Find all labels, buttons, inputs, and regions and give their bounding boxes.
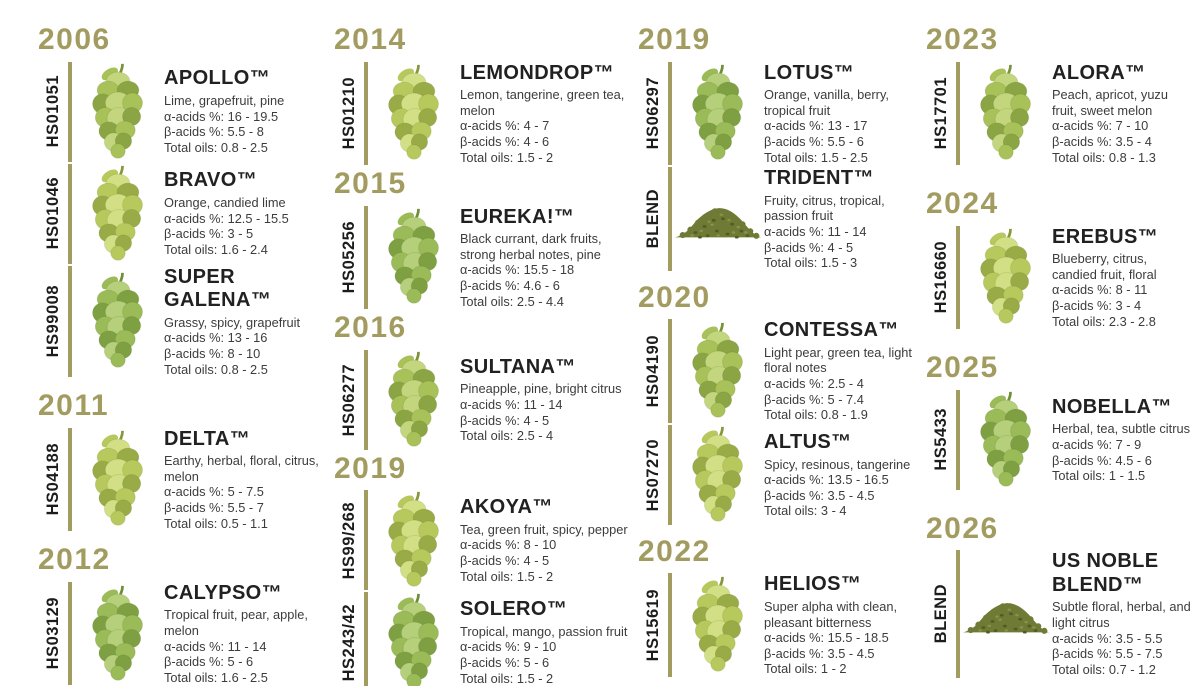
total-oils-stat: Total oils: 3 - 4 — [764, 503, 847, 519]
hop-cone-icon — [376, 351, 452, 449]
year-entries — [926, 225, 1196, 331]
hop-entry — [38, 427, 334, 533]
hop-name: CALYPSO™ — [164, 581, 283, 604]
hop-name: BRAVO™ — [164, 169, 258, 192]
hop-code-label: HS99/268 — [339, 501, 358, 579]
hop-code-cell — [38, 62, 68, 162]
hop-name: ALORA™ — [1052, 61, 1146, 84]
hop-code-label: HS01046 — [43, 177, 62, 250]
alpha-acids-stat: α-acids %: 8 - 11 — [1052, 282, 1148, 298]
hop-name: HELIOS™ — [764, 573, 862, 596]
hop-code-label: HS243/42 — [339, 603, 358, 681]
hop-name: ALTUS™ — [764, 430, 852, 453]
total-oils-stat: Total oils: 2.5 - 4.4 — [460, 293, 564, 309]
hop-details — [764, 319, 926, 423]
year-entries — [638, 318, 926, 526]
alpha-acids-stat: α-acids %: 5 - 7.5 — [164, 484, 264, 500]
hop-cone-icon — [376, 593, 452, 686]
total-oils-stat: Total oils: 0.5 - 1.1 — [164, 515, 268, 531]
hop-code-label: HS99008 — [43, 285, 62, 358]
hop-code-label: HS06277 — [339, 363, 358, 436]
hop-code-cell — [38, 428, 68, 532]
hop-cone-image — [368, 593, 460, 686]
year-entries — [38, 61, 334, 379]
hop-flavor-description: Tropical, mango, passion fruit — [460, 623, 628, 639]
total-oils-stat: Total oils: 0.8 - 1.9 — [764, 407, 868, 423]
hop-code-cell — [38, 582, 68, 686]
year-group — [334, 453, 638, 686]
total-oils-stat: Total oils: 1.5 - 2.5 — [764, 149, 868, 165]
beta-acids-stat: β-acids %: 3.5 - 4.5 — [764, 487, 875, 503]
hop-code-label: HS04190 — [643, 334, 662, 408]
hop-cone-image — [72, 585, 164, 683]
year-heading: 2012 — [38, 543, 111, 577]
hop-code-cell — [926, 390, 956, 490]
hop-code-label: HS06297 — [643, 77, 662, 150]
total-oils-stat: Total oils: 1 - 1.5 — [1052, 468, 1146, 484]
hop-name: DELTA™ — [164, 427, 251, 450]
alpha-acids-stat: α-acids %: 16 - 19.5 — [164, 108, 279, 124]
alpha-acids-stat: α-acids %: 2.5 - 4 — [764, 376, 864, 392]
hop-flavor-description: Fruity, citrus, tropical, passion fruit — [764, 192, 885, 224]
hop-details — [764, 431, 926, 519]
hop-entry — [38, 163, 334, 265]
year-entries — [334, 205, 638, 311]
hop-cone-image — [368, 64, 460, 162]
hop-cone-image — [368, 208, 460, 306]
hop-cone-image — [960, 64, 1052, 162]
hop-details — [164, 266, 334, 378]
beta-acids-stat: β-acids %: 3 - 4 — [1052, 298, 1142, 314]
hop-cone-icon — [376, 64, 452, 162]
year-heading: 2024 — [926, 187, 999, 221]
hop-code-cell — [334, 62, 364, 166]
hop-code-cell — [334, 592, 364, 686]
hop-flavor-description: Lime, grapefruit, pine — [164, 93, 285, 109]
hop-cone-image — [672, 64, 764, 162]
year-entries — [334, 489, 638, 686]
alpha-acids-stat: α-acids %: 4 - 7 — [460, 118, 550, 134]
year-heading: 2026 — [926, 511, 999, 545]
hop-cone-icon — [680, 64, 756, 162]
hop-details — [1052, 550, 1196, 677]
year-entries — [38, 581, 334, 686]
hop-cone-image — [960, 228, 1052, 326]
hop-flavor-description: Orange, vanilla, berry, tropical fruit — [764, 87, 889, 118]
hop-details — [164, 428, 334, 532]
hop-name: SOLERO™ — [460, 598, 568, 621]
year-heading: 2016 — [334, 311, 407, 345]
hop-details — [460, 356, 638, 444]
hop-cone-icon — [968, 228, 1044, 326]
beta-acids-stat: β-acids %: 3 - 5 — [164, 226, 254, 242]
hop-flavor-description: Grassy, spicy, grapefruit — [164, 314, 301, 330]
beta-acids-stat: β-acids %: 5.5 - 8 — [164, 124, 264, 140]
hop-details — [460, 62, 638, 166]
hop-entry — [334, 205, 638, 311]
year-entries — [638, 572, 926, 678]
hop-code-label: HS03129 — [43, 597, 62, 670]
hop-flavor-description: Super alpha with clean, pleasant bitterness — [764, 599, 898, 630]
total-oils-stat: Total oils: 0.8 - 1.3 — [1052, 149, 1156, 165]
hop-cone-icon — [968, 391, 1044, 489]
beta-acids-stat: β-acids %: 4 - 6 — [460, 133, 550, 149]
hop-flavor-description: Spicy, resinous, tangerine — [764, 456, 911, 472]
hop-code-cell — [638, 319, 668, 423]
poster-column-3 — [638, 24, 926, 686]
hop-details — [164, 67, 334, 155]
alpha-acids-stat: α-acids %: 13 - 17 — [764, 118, 868, 134]
beta-acids-stat: β-acids %: 5.5 - 7.5 — [1052, 646, 1163, 662]
hop-code-cell — [638, 425, 668, 525]
beta-acids-stat: β-acids %: 4.6 - 6 — [460, 278, 560, 294]
total-oils-stat: Total oils: 1.5 - 2 — [460, 670, 554, 686]
hop-code-cell — [38, 266, 68, 378]
hop-flavor-description: Earthy, herbal, floral, citrus, melon — [164, 453, 319, 484]
hop-flavor-description: Orange, candied lime — [164, 195, 286, 211]
pellet-pile-image — [960, 588, 1052, 640]
total-oils-stat: Total oils: 0.7 - 1.2 — [1052, 661, 1156, 677]
hop-code-cell — [926, 550, 956, 677]
hop-cone-icon — [80, 272, 156, 370]
hop-cone-image — [960, 391, 1052, 489]
hop-entry — [334, 349, 638, 451]
alpha-acids-stat: α-acids %: 11 - 14 — [764, 223, 867, 239]
hop-flavor-description: Peach, apricot, yuzu fruit, sweet melon — [1052, 87, 1168, 118]
hop-code-label: HS04188 — [43, 443, 62, 516]
hop-name: TRIDENT™ — [764, 167, 874, 190]
beta-acids-stat: β-acids %: 5 - 6 — [164, 654, 254, 670]
hop-code-label: HS07270 — [643, 438, 662, 512]
year-group — [38, 544, 334, 686]
hop-code-cell — [38, 164, 68, 264]
hop-flavor-description: Lemon, tangerine, green tea, melon — [460, 87, 625, 118]
hop-flavor-description: Tropical fruit, pear, apple, melon — [164, 607, 308, 638]
hop-entry — [926, 549, 1196, 678]
hop-details — [1052, 396, 1196, 484]
year-group — [926, 513, 1196, 679]
beta-acids-stat: β-acids %: 5.5 - 7 — [164, 500, 264, 516]
alpha-acids-stat: α-acids %: 15.5 - 18 — [460, 262, 575, 278]
hop-name: AKOYA™ — [460, 496, 553, 519]
hop-code-label: HS01051 — [43, 75, 62, 148]
hop-entry — [38, 61, 334, 163]
hop-details — [164, 169, 334, 257]
year-group — [638, 282, 926, 526]
year-entries — [38, 427, 334, 533]
hop-code-label: HS01210 — [339, 77, 358, 150]
year-entries — [334, 349, 638, 451]
hop-details — [460, 496, 638, 584]
total-oils-stat: Total oils: 1.5 - 3 — [764, 255, 858, 271]
hop-entry — [926, 225, 1196, 331]
hop-flavor-description: Herbal, tea, subtle citrus — [1052, 421, 1190, 437]
total-oils-stat: Total oils: 0.8 - 2.5 — [164, 139, 268, 155]
year-group — [638, 24, 926, 272]
beta-acids-stat: β-acids %: 5 - 7.4 — [764, 391, 864, 407]
year-group — [638, 536, 926, 678]
alpha-acids-stat: α-acids %: 13 - 16 — [164, 330, 268, 346]
poster-column-2 — [334, 24, 638, 686]
total-oils-stat: Total oils: 1.6 - 2.4 — [164, 241, 268, 257]
hop-entry — [638, 61, 926, 167]
hop-details — [164, 582, 334, 686]
year-heading: 2014 — [334, 23, 407, 56]
total-oils-stat: Total oils: 1.5 - 2 — [460, 149, 554, 165]
hop-code-cell — [638, 573, 668, 677]
hop-entry — [38, 581, 334, 686]
year-heading: 2006 — [38, 23, 111, 56]
hop-flavor-description: Light pear, green tea, light floral notes — [764, 344, 912, 376]
hop-code-cell — [334, 350, 364, 450]
year-heading: 2023 — [926, 23, 999, 56]
total-oils-stat: Total oils: 0.8 - 2.5 — [164, 361, 268, 377]
hop-cone-image — [672, 576, 764, 674]
hop-name: SULTANA™ — [460, 355, 576, 378]
hop-cone-image — [672, 426, 764, 524]
year-group — [334, 168, 638, 310]
hop-flavor-description: Tea, green fruit, spicy, pepper — [460, 521, 628, 537]
beta-acids-stat: β-acids %: 8 - 10 — [164, 345, 261, 361]
year-heading: 2020 — [638, 280, 711, 314]
total-oils-stat: Total oils: 2.5 - 4 — [460, 428, 554, 444]
hop-cone-image — [368, 491, 460, 589]
alpha-acids-stat: α-acids %: 9 - 10 — [460, 639, 557, 655]
hop-details — [1052, 62, 1196, 166]
hop-details — [764, 167, 926, 271]
year-heading: 2025 — [926, 351, 999, 385]
hop-cone-image — [72, 430, 164, 528]
hop-cone-icon — [680, 576, 756, 674]
hop-code-label: HS17701 — [931, 77, 950, 150]
alpha-acids-stat: α-acids %: 15.5 - 18.5 — [764, 630, 889, 646]
hop-entry — [38, 265, 334, 379]
year-heading: 2022 — [638, 534, 711, 568]
hop-code-cell — [638, 62, 668, 166]
poster-column-1 — [38, 24, 334, 686]
hop-cone-icon — [376, 491, 452, 589]
year-group — [926, 188, 1196, 330]
hop-entry — [334, 489, 638, 591]
beta-acids-stat: β-acids %: 5.5 - 6 — [764, 133, 864, 149]
hop-code-label: HS15619 — [643, 589, 662, 662]
hop-code-cell — [926, 62, 956, 166]
poster-column-4 — [926, 24, 1196, 686]
alpha-acids-stat: α-acids %: 7 - 10 — [1052, 118, 1149, 134]
hop-flavor-description: Blueberry, citrus, candied fruit, floral — [1052, 251, 1157, 282]
hop-cone-icon — [680, 426, 756, 524]
pellet-pile-icon — [672, 193, 764, 245]
hop-name: LOTUS™ — [764, 61, 855, 84]
hop-code-label: HS16660 — [931, 241, 950, 314]
hop-name: SUPER GALENA™ — [164, 265, 272, 312]
hop-cone-icon — [80, 585, 156, 683]
hop-cone-icon — [80, 63, 156, 161]
hop-entry — [926, 61, 1196, 167]
year-entries — [926, 549, 1196, 678]
beta-acids-stat: β-acids %: 3.5 - 4 — [1052, 133, 1152, 149]
hop-entry — [638, 572, 926, 678]
year-group — [926, 24, 1196, 166]
hop-details — [764, 62, 926, 166]
total-oils-stat: Total oils: 1.5 - 2 — [460, 568, 554, 584]
year-heading: 2015 — [334, 167, 407, 201]
hop-name: EREBUS™ — [1052, 225, 1159, 248]
hop-details — [460, 206, 638, 310]
year-heading: 2019 — [638, 23, 711, 56]
total-oils-stat: Total oils: 2.3 - 2.8 — [1052, 313, 1156, 329]
hop-entry — [334, 591, 638, 686]
beta-acids-stat: β-acids %: 4 - 5 — [460, 553, 550, 569]
year-group — [38, 390, 334, 532]
hop-cone-image — [72, 63, 164, 161]
hop-entry — [638, 424, 926, 526]
hop-code-cell — [638, 167, 668, 271]
year-group — [38, 24, 334, 378]
hop-cone-icon — [376, 208, 452, 306]
year-group — [926, 352, 1196, 491]
hop-code-cell — [926, 226, 956, 330]
year-entries — [926, 389, 1196, 491]
hop-cone-image — [672, 322, 764, 420]
year-entries — [334, 61, 638, 167]
alpha-acids-stat: α-acids %: 12.5 - 15.5 — [164, 210, 289, 226]
hop-cone-image — [72, 165, 164, 263]
hop-flavor-description: Black currant, dark fruits, strong herbal notes, pine — [460, 231, 602, 262]
year-heading: 2011 — [38, 389, 110, 423]
alpha-acids-stat: α-acids %: 13.5 - 16.5 — [764, 472, 889, 488]
hop-cone-icon — [968, 64, 1044, 162]
hop-details — [1052, 226, 1196, 330]
hop-cone-icon — [80, 430, 156, 528]
beta-acids-stat: β-acids %: 5 - 6 — [460, 655, 550, 671]
hop-name: LEMONDROP™ — [460, 61, 614, 84]
alpha-acids-stat: α-acids %: 7 - 9 — [1052, 436, 1142, 452]
alpha-acids-stat: α-acids %: 8 - 10 — [460, 537, 557, 553]
beta-acids-stat: β-acids %: 4 - 5 — [460, 412, 550, 428]
hop-cone-image — [72, 272, 164, 370]
hop-code-cell — [334, 490, 364, 590]
hop-cone-icon — [680, 322, 756, 420]
alpha-acids-stat: α-acids %: 11 - 14 — [164, 638, 267, 654]
total-oils-stat: Total oils: 1 - 2 — [764, 661, 847, 677]
hop-name: APOLLO™ — [164, 67, 271, 90]
hop-name: US NOBLE BLEND™ — [1052, 550, 1159, 596]
hop-name: EUREKA!™ — [460, 205, 575, 228]
beta-acids-stat: β-acids %: 4.5 - 6 — [1052, 452, 1152, 468]
beta-acids-stat: β-acids %: 3.5 - 4.5 — [764, 645, 875, 661]
hop-code-label: BLEND — [643, 189, 662, 249]
hop-entry — [334, 61, 638, 167]
total-oils-stat: Total oils: 1.6 - 2.5 — [164, 669, 268, 685]
hop-details — [764, 573, 926, 677]
year-entries — [638, 61, 926, 272]
beta-acids-stat: β-acids %: 4 - 5 — [764, 239, 854, 255]
hop-entry — [638, 318, 926, 424]
hop-flavor-description: Subtle floral, herbal, and light citrus — [1052, 599, 1191, 631]
hop-code-label: BLEND — [931, 584, 950, 644]
hop-code-label: HS5433 — [931, 408, 950, 472]
pellet-pile-image — [672, 193, 764, 245]
hop-name: CONTESSA™ — [764, 319, 899, 342]
hop-code-label: HS05256 — [339, 221, 358, 294]
hop-cone-image — [368, 351, 460, 449]
hop-entry — [638, 166, 926, 272]
pellet-pile-icon — [960, 588, 1052, 640]
year-entries — [926, 61, 1196, 167]
hop-entry — [926, 389, 1196, 491]
alpha-acids-stat: α-acids %: 3.5 - 5.5 — [1052, 630, 1163, 646]
year-group — [334, 312, 638, 451]
hop-name: NOBELLA™ — [1052, 395, 1172, 418]
hop-flavor-description: Pineapple, pine, bright citrus — [460, 381, 622, 397]
hop-details — [460, 598, 638, 686]
hop-code-cell — [334, 206, 364, 310]
hop-cone-icon — [80, 165, 156, 263]
year-group — [334, 24, 638, 166]
alpha-acids-stat: α-acids %: 11 - 14 — [460, 396, 563, 412]
year-heading: 2019 — [334, 451, 407, 485]
